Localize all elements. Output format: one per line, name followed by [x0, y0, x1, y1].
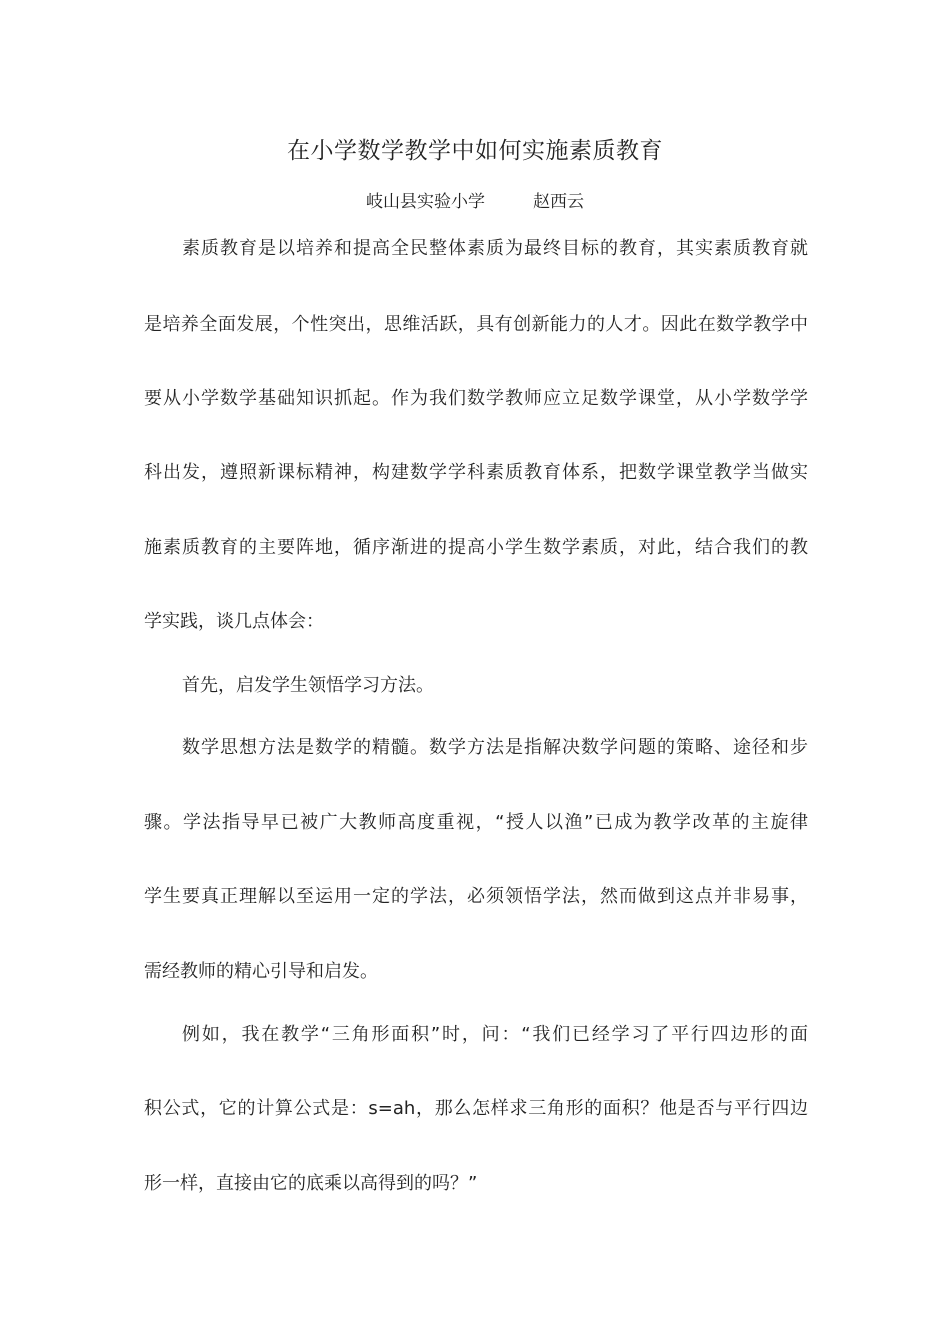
body-line: 积公式，它的计算公式是：s=ah，那么怎样求三角形的面积？他是否与平行四边: [144, 1098, 808, 1119]
body-line: 科出发，遵照新课标精神，构建数学学科素质教育体系，把数学课堂教学当做实: [144, 462, 808, 483]
byline-author: 赵西云: [533, 192, 584, 212]
body-line: 素质教育是以培养和提高全民整体素质为最终目标的教育，其实素质教育就: [182, 238, 808, 259]
body-line: 形一样，直接由它的底乘以高得到的吗？”: [144, 1173, 478, 1194]
body-line: 要从小学数学基础知识抓起。作为我们数学教师应立足数学课堂，从小学数学学: [144, 388, 808, 409]
body-line: 学生要真正理解以至运用一定的学法，必须领悟学法，然而做到这点并非易事，: [144, 886, 808, 907]
body-line: 施素质教育的主要阵地，循序渐进的提高小学生数学素质，对此，结合我们的教: [144, 537, 808, 558]
body-line: 学实践，谈几点体会：: [144, 611, 324, 632]
body-line: 骤。学法指导早已被广大教师高度重视，“授人以渔”已成为教学改革的主旋律: [144, 812, 808, 833]
body-line: 是培养全面发展，个性突出，思维活跃，具有创新能力的人才。因此在数学教学中: [144, 314, 808, 335]
section-heading: 首先，启发学生领悟学习方法。: [182, 675, 434, 696]
body-line: 例如，我在教学“三角形面积”时，问：“我们已经学习了平行四边形的面: [182, 1024, 808, 1045]
body-line: 数学思想方法是数学的精髓。数学方法是指解决数学问题的策略、途径和步: [182, 737, 808, 758]
byline-school: 岐山县实验小学: [366, 192, 485, 212]
body-line: 需经教师的精心引导和启发。: [144, 961, 378, 982]
byline: [0, 190, 950, 214]
document-title: 在小学数学教学中如何实施素质教育: [287, 138, 663, 164]
